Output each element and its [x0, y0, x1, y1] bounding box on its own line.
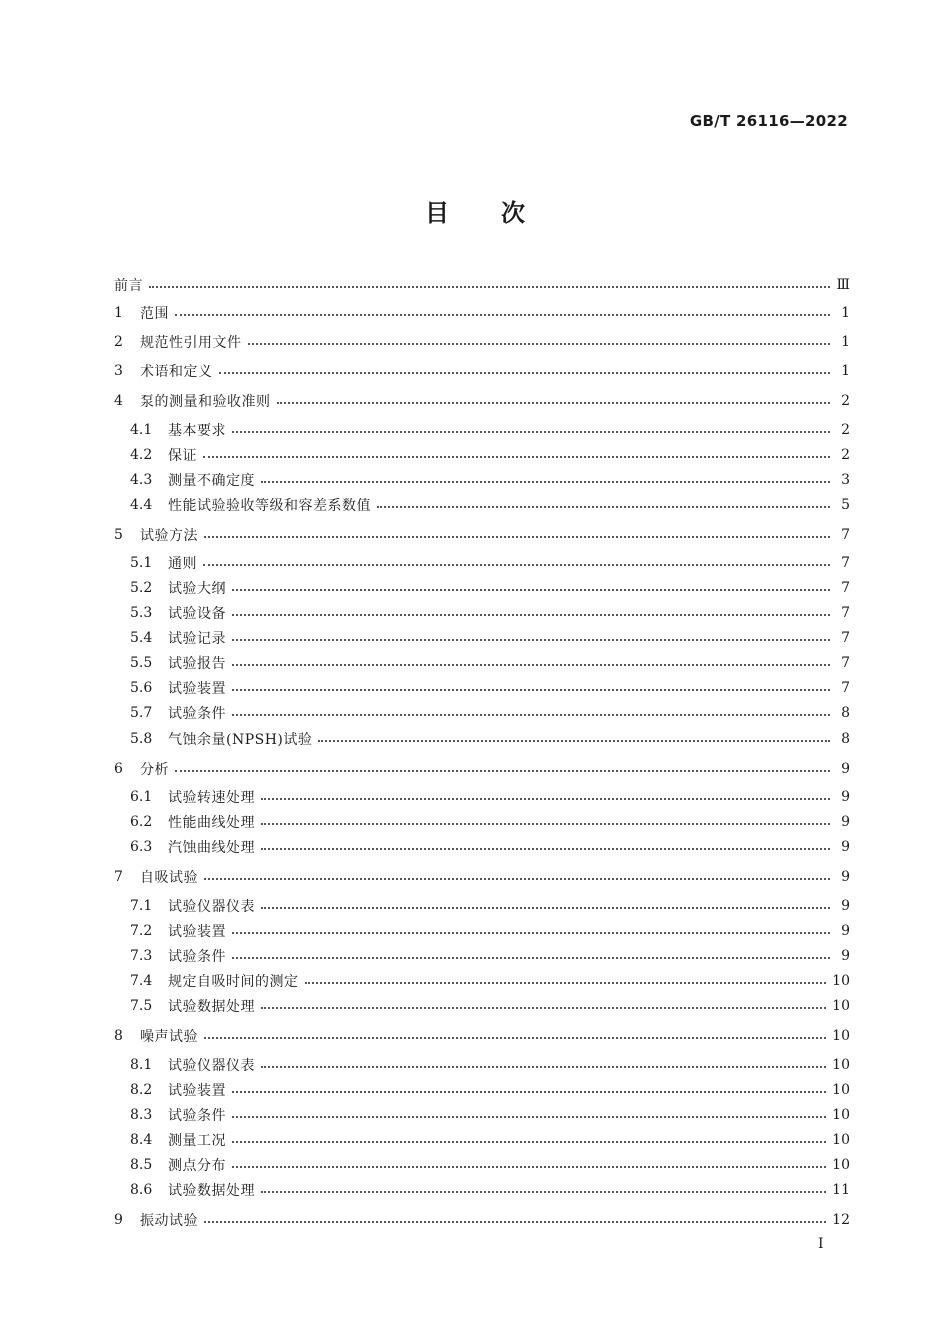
- toc-entry-page: 10: [832, 1028, 850, 1044]
- toc-entry-number: 8.5: [130, 1157, 153, 1173]
- toc-entry-label: 汽蚀曲线处理: [168, 840, 255, 856]
- toc-entry-label: 测量不确定度: [168, 473, 255, 489]
- toc-entry-page: 2: [841, 393, 850, 409]
- toc-entry[interactable]: [130, 552, 850, 574]
- toc-leader-dots: [232, 714, 830, 716]
- toc-entry[interactable]: [114, 1025, 850, 1047]
- toc-entry-label: 试验装置: [168, 924, 226, 940]
- toc-leader-dots: [232, 1116, 826, 1118]
- toc-entry-label: 试验条件: [168, 949, 226, 965]
- toc-leader-dots: [232, 1141, 826, 1143]
- toc-entry[interactable]: [114, 1209, 850, 1231]
- toc-entry-page: 9: [841, 839, 850, 855]
- toc-entry-number: 8.3: [130, 1107, 153, 1123]
- toc-entry-page: 10: [832, 998, 850, 1014]
- toc-entry-number: 2: [114, 334, 123, 350]
- toc-entry[interactable]: [114, 274, 850, 296]
- toc-entry[interactable]: [130, 1104, 850, 1126]
- toc-entry-number: 4.4: [130, 497, 153, 513]
- toc-entry[interactable]: [130, 602, 850, 624]
- toc-entry[interactable]: [130, 811, 850, 833]
- toc-entry[interactable]: [130, 1179, 850, 1201]
- toc-entry-number: 7.5: [130, 998, 153, 1014]
- toc-entry-page: 1: [841, 334, 850, 350]
- toc-entry-label: 试验方法: [140, 528, 198, 544]
- toc-entry[interactable]: [130, 728, 850, 750]
- toc-entry-label: 性能曲线处理: [168, 815, 255, 831]
- toc-entry[interactable]: [114, 331, 850, 353]
- page-number: I: [818, 1236, 824, 1252]
- toc-entry[interactable]: [130, 1154, 850, 1176]
- toc-entry[interactable]: [130, 1129, 850, 1151]
- toc-leader-dots: [232, 639, 830, 641]
- toc-entry[interactable]: [130, 627, 850, 649]
- toc-entry[interactable]: [130, 1054, 850, 1076]
- toc-entry-page: 1: [841, 305, 850, 321]
- toc-leader-dots: [232, 689, 830, 691]
- toc-entry-page: Ⅲ: [836, 277, 850, 293]
- toc-leader-dots: [204, 1221, 826, 1223]
- toc-leader-dots: [277, 402, 831, 404]
- toc-entry-label: 试验装置: [168, 681, 226, 697]
- toc-leader-dots: [261, 798, 830, 800]
- toc-leader-dots: [261, 848, 830, 850]
- toc-entry-page: 2: [841, 422, 850, 438]
- toc-leader-dots: [204, 878, 830, 880]
- toc-entry[interactable]: [130, 995, 850, 1017]
- toc-leader-dots: [232, 1091, 826, 1093]
- toc-entry-label: 规定自吸时间的测定: [168, 974, 299, 990]
- toc-entry-label: 试验报告: [168, 656, 226, 672]
- toc-entry-page: 7: [841, 580, 850, 596]
- toc-entry-page: 9: [841, 869, 850, 885]
- toc-entry-number: 7.1: [130, 898, 153, 914]
- toc-leader-dots: [149, 286, 830, 288]
- title-char-1: 目: [425, 199, 449, 227]
- toc-entry[interactable]: [114, 524, 850, 546]
- toc-entry-label: 试验条件: [168, 706, 226, 722]
- toc-entry-number: 7.4: [130, 973, 153, 989]
- toc-entry-number: 7.3: [130, 948, 153, 964]
- toc-entry[interactable]: [114, 302, 850, 324]
- toc-leader-dots: [203, 456, 830, 458]
- toc-entry-page: 10: [832, 1132, 850, 1148]
- toc-leader-dots: [318, 740, 830, 742]
- toc-entry-page: 1: [841, 363, 850, 379]
- toc-entry-number: 8.2: [130, 1082, 153, 1098]
- toc-leader-dots: [219, 372, 831, 374]
- toc-entry-number: 5.2: [130, 580, 153, 596]
- toc-entry-label: 振动试验: [140, 1213, 198, 1229]
- toc-entry-label: 试验条件: [168, 1108, 226, 1124]
- page-title: [0, 193, 950, 228]
- toc-entry-number: 5.1: [130, 555, 153, 571]
- toc-entry-number: 4: [114, 393, 123, 409]
- toc-entry-number: 7.2: [130, 923, 153, 939]
- toc-leader-dots: [377, 506, 830, 508]
- toc-leader-dots: [232, 614, 830, 616]
- toc-leader-dots: [203, 564, 830, 566]
- toc-entry-page: 10: [832, 1157, 850, 1173]
- toc-entry-label: 范围: [140, 306, 169, 322]
- toc-entry[interactable]: [130, 469, 850, 491]
- toc-entry-number: 8.1: [130, 1057, 153, 1073]
- toc-entry[interactable]: [130, 920, 850, 942]
- toc-leader-dots: [261, 481, 830, 483]
- toc-entry-number: 8.6: [130, 1182, 153, 1198]
- toc-entry-label: 噪声试验: [140, 1029, 198, 1045]
- toc-entry[interactable]: [130, 702, 850, 724]
- toc-entry-page: 9: [841, 948, 850, 964]
- toc-entry-number: 6: [114, 761, 123, 777]
- toc-entry[interactable]: [130, 836, 850, 858]
- toc-entry[interactable]: [130, 786, 850, 808]
- toc-entry-number: 5.3: [130, 605, 153, 621]
- toc-entry-page: 9: [841, 761, 850, 777]
- toc-entry-number: 9: [114, 1212, 123, 1228]
- toc-entry-page: 8: [841, 705, 850, 721]
- toc-entry-number: 7: [114, 869, 123, 885]
- toc-entry[interactable]: [130, 419, 850, 441]
- toc-leader-dots: [261, 1191, 826, 1193]
- toc-entry-label: 分析: [140, 762, 169, 778]
- toc-entry-page: 10: [832, 973, 850, 989]
- toc-leader-dots: [232, 431, 830, 433]
- toc-entry-number: 5.4: [130, 630, 153, 646]
- toc-entry-label: 性能试验验收等级和容差系数值: [168, 498, 371, 514]
- toc-entry-page: 7: [841, 655, 850, 671]
- toc-entry-label: 试验数据处理: [168, 1183, 255, 1199]
- toc-entry[interactable]: [130, 652, 850, 674]
- toc-entry-number: 5.7: [130, 705, 153, 721]
- toc-entry-label: 试验装置: [168, 1083, 226, 1099]
- toc-leader-dots: [305, 982, 827, 984]
- toc-entry[interactable]: [130, 577, 850, 599]
- toc-entry-number: 4.2: [130, 447, 153, 463]
- toc-entry-label: 试验仪器仪表: [168, 899, 255, 915]
- toc-entry[interactable]: [114, 758, 850, 780]
- toc-entry[interactable]: [130, 945, 850, 967]
- toc-leader-dots: [232, 957, 830, 959]
- toc-entry-label: 试验记录: [168, 631, 226, 647]
- toc-entry[interactable]: [130, 1079, 850, 1101]
- toc-entry-number: 6.2: [130, 814, 153, 830]
- toc-entry-number: 4.1: [130, 422, 153, 438]
- toc-entry-number: 3: [114, 363, 123, 379]
- toc-entry-page: 7: [841, 630, 850, 646]
- toc-entry[interactable]: [114, 390, 850, 412]
- toc-entry-page: 11: [832, 1182, 850, 1198]
- toc-leader-dots: [261, 823, 830, 825]
- toc-entry-page: 12: [832, 1212, 850, 1228]
- toc-entry-label: 通则: [168, 556, 197, 572]
- toc-leader-dots: [261, 1066, 826, 1068]
- toc-entry-number: 1: [114, 305, 123, 321]
- toc-entry-page: 7: [841, 527, 850, 543]
- title-char-2: 次: [501, 199, 525, 227]
- toc-entry[interactable]: [130, 895, 850, 917]
- toc-entry-label: 试验转速处理: [168, 790, 255, 806]
- toc-leader-dots: [232, 664, 830, 666]
- toc-entry-label: 前言: [114, 278, 143, 294]
- toc-entry-label: 术语和定义: [140, 364, 213, 380]
- toc-entry-label: 试验数据处理: [168, 999, 255, 1015]
- toc-entry-number: 4.3: [130, 472, 153, 488]
- toc-entry-number: 8: [114, 1028, 123, 1044]
- toc-entry-page: 9: [841, 898, 850, 914]
- toc-entry[interactable]: [130, 677, 850, 699]
- toc-entry-page: 3: [841, 472, 850, 488]
- toc-leader-dots: [261, 1007, 826, 1009]
- toc-entry-page: 5: [841, 497, 850, 513]
- toc-entry[interactable]: [114, 360, 850, 382]
- toc-entry-label: 基本要求: [168, 423, 226, 439]
- toc-entry-page: 7: [841, 680, 850, 696]
- toc-entry[interactable]: [130, 444, 850, 466]
- toc-leader-dots: [232, 1166, 826, 1168]
- toc-entry-label: 测点分布: [168, 1158, 226, 1174]
- toc-leader-dots: [175, 314, 830, 316]
- toc-entry-number: 5.8: [130, 731, 153, 747]
- toc-entry-number: 6.3: [130, 839, 153, 855]
- toc-leader-dots: [204, 1037, 826, 1039]
- toc-leader-dots: [175, 770, 830, 772]
- toc-entry[interactable]: [130, 494, 850, 516]
- toc-entry[interactable]: [114, 866, 850, 888]
- toc-entry-page: 7: [841, 555, 850, 571]
- toc-entry-page: 9: [841, 789, 850, 805]
- toc-entry-page: 9: [841, 814, 850, 830]
- toc-entry-number: 5: [114, 527, 123, 543]
- standard-code: GB/T 26116—2022: [689, 112, 848, 130]
- toc-entry-label: 测量工况: [168, 1133, 226, 1149]
- toc-entry-page: 10: [832, 1057, 850, 1073]
- toc-entry-page: 10: [832, 1107, 850, 1123]
- toc-entry-label: 试验设备: [168, 606, 226, 622]
- toc-leader-dots: [248, 343, 831, 345]
- toc-leader-dots: [232, 589, 830, 591]
- toc-entry-number: 6.1: [130, 789, 153, 805]
- toc-entry-label: 自吸试验: [140, 870, 198, 886]
- toc-entry-number: 5.5: [130, 655, 153, 671]
- toc-entry-number: 8.4: [130, 1132, 153, 1148]
- toc-entry-label: 保证: [168, 448, 197, 464]
- toc-leader-dots: [232, 932, 830, 934]
- toc-entry-label: 试验仪器仪表: [168, 1058, 255, 1074]
- toc-entry-label: 气蚀余量(NPSH)试验: [168, 732, 313, 748]
- toc-entry[interactable]: [130, 970, 850, 992]
- toc-leader-dots: [261, 907, 830, 909]
- toc-entry-page: 8: [841, 731, 850, 747]
- toc-entry-label: 泵的测量和验收准则: [140, 394, 271, 410]
- toc-entry-page: 2: [841, 447, 850, 463]
- toc-leader-dots: [204, 536, 830, 538]
- toc-entry-number: 5.6: [130, 680, 153, 696]
- toc-entry-label: 试验大纲: [168, 581, 226, 597]
- toc-entry-page: 10: [832, 1082, 850, 1098]
- toc-entry-page: 9: [841, 923, 850, 939]
- toc-entry-label: 规范性引用文件: [140, 335, 242, 351]
- toc-entry-page: 7: [841, 605, 850, 621]
